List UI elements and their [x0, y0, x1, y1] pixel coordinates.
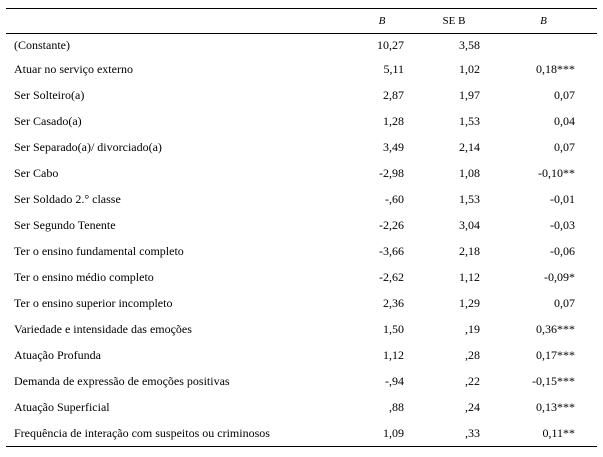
cell-b: -3,66: [379, 243, 404, 258]
table-row: [6, 160, 597, 186]
table-row: [6, 342, 597, 368]
table-row: [6, 290, 597, 316]
table-body: [6, 34, 597, 447]
cell-variable: Atuar no serviço externo: [14, 61, 133, 76]
table-row: [6, 420, 597, 447]
cell-variable: Ser Soldado 2.° classe: [14, 191, 121, 206]
table-row: [6, 186, 597, 212]
cell-variable: Variedade e intensidade das emoções: [14, 321, 192, 336]
table-header: [6, 9, 597, 34]
cell-beta: 0,04: [554, 113, 575, 128]
cell-se-b: 3,04: [459, 217, 480, 232]
cell-b: -,94: [385, 373, 404, 388]
cell-b: -,60: [385, 191, 404, 206]
cell-se-b: 1,53: [459, 191, 480, 206]
table-row: [6, 238, 597, 264]
cell-beta: -0,15***: [532, 373, 575, 388]
cell-beta: [490, 34, 597, 57]
cell-se-b: 1,29: [459, 295, 480, 310]
cell-b: 1,28: [383, 113, 404, 128]
cell-variable: Atuação Superficial: [14, 399, 110, 414]
regression-table: [6, 8, 597, 447]
table-row: [6, 34, 597, 57]
table-row: [6, 108, 597, 134]
cell-se-b: 3,58: [459, 37, 480, 52]
cell-variable: (Constante): [14, 37, 70, 52]
table-row: [6, 316, 597, 342]
cell-beta: 0,17***: [536, 347, 575, 362]
cell-se-b: 2,18: [459, 243, 480, 258]
cell-se-b: 1,12: [459, 269, 480, 284]
table-row: [6, 394, 597, 420]
header-beta: B: [490, 9, 597, 34]
cell-se-b: 1,08: [459, 165, 480, 180]
cell-variable: Ter o ensino médio completo: [14, 269, 154, 284]
table-row: [6, 82, 597, 108]
cell-b: 2,87: [383, 87, 404, 102]
cell-beta: 0,13***: [536, 399, 575, 414]
cell-se-b: ,28: [465, 347, 480, 362]
cell-b: 5,11: [383, 61, 404, 76]
cell-b: 1,12: [383, 347, 404, 362]
cell-b: -2,98: [379, 165, 404, 180]
cell-beta: 0,36***: [536, 321, 575, 336]
cell-b: -2,62: [379, 269, 404, 284]
cell-b: 1,50: [383, 321, 404, 336]
cell-beta: -0,03: [550, 217, 575, 232]
cell-b: 3,49: [383, 139, 404, 154]
cell-beta: 0,18***: [536, 61, 575, 76]
cell-variable: Ser Cabo: [14, 165, 59, 180]
table-row: [6, 134, 597, 160]
header-b: B: [346, 9, 418, 34]
cell-beta: -0,01: [550, 191, 575, 206]
cell-variable: Ser Casado(a): [14, 113, 82, 128]
cell-variable: Ter o ensino superior incompleto: [14, 295, 173, 310]
cell-variable: Frequência de interação com suspeitos ou criminosos: [6, 420, 346, 447]
cell-variable: Ser Solteiro(a): [14, 87, 85, 102]
cell-beta: 0,07: [554, 139, 575, 154]
table-row: [6, 56, 597, 82]
cell-variable: Ser Segundo Tenente: [14, 217, 116, 232]
cell-se-b: 2,14: [459, 139, 480, 154]
table-row: [6, 368, 597, 394]
cell-beta: 0,07: [554, 295, 575, 310]
cell-se-b: ,22: [465, 373, 480, 388]
cell-se-b: ,33: [418, 420, 490, 447]
cell-b: 10,27: [377, 37, 404, 52]
cell-b: 2,36: [383, 295, 404, 310]
cell-se-b: 1,53: [459, 113, 480, 128]
cell-variable: Ter o ensino fundamental completo: [14, 243, 184, 258]
cell-se-b: 1,02: [459, 61, 480, 76]
cell-beta: -0,10**: [538, 165, 575, 180]
cell-se-b: ,24: [465, 399, 480, 414]
cell-beta: 0,07: [554, 87, 575, 102]
cell-variable: Atuação Profunda: [14, 347, 101, 362]
cell-variable: Demanda de expressão de emoções positivas: [14, 373, 230, 388]
header-row: [6, 9, 597, 34]
cell-beta: -0,09*: [544, 269, 575, 284]
header-se-b: SE B: [418, 9, 490, 34]
cell-beta: 0,11**: [490, 420, 597, 447]
table-row: [6, 264, 597, 290]
cell-se-b: ,19: [465, 321, 480, 336]
table-row: [6, 212, 597, 238]
cell-variable: Ser Separado(a)/ divorciado(a): [14, 139, 162, 154]
cell-b: ,88: [389, 399, 404, 414]
cell-se-b: 1,97: [459, 87, 480, 102]
cell-b: 1,09: [346, 420, 418, 447]
cell-b: -2,26: [379, 217, 404, 232]
cell-beta: -0,06: [550, 243, 575, 258]
header-variable: [6, 9, 346, 34]
